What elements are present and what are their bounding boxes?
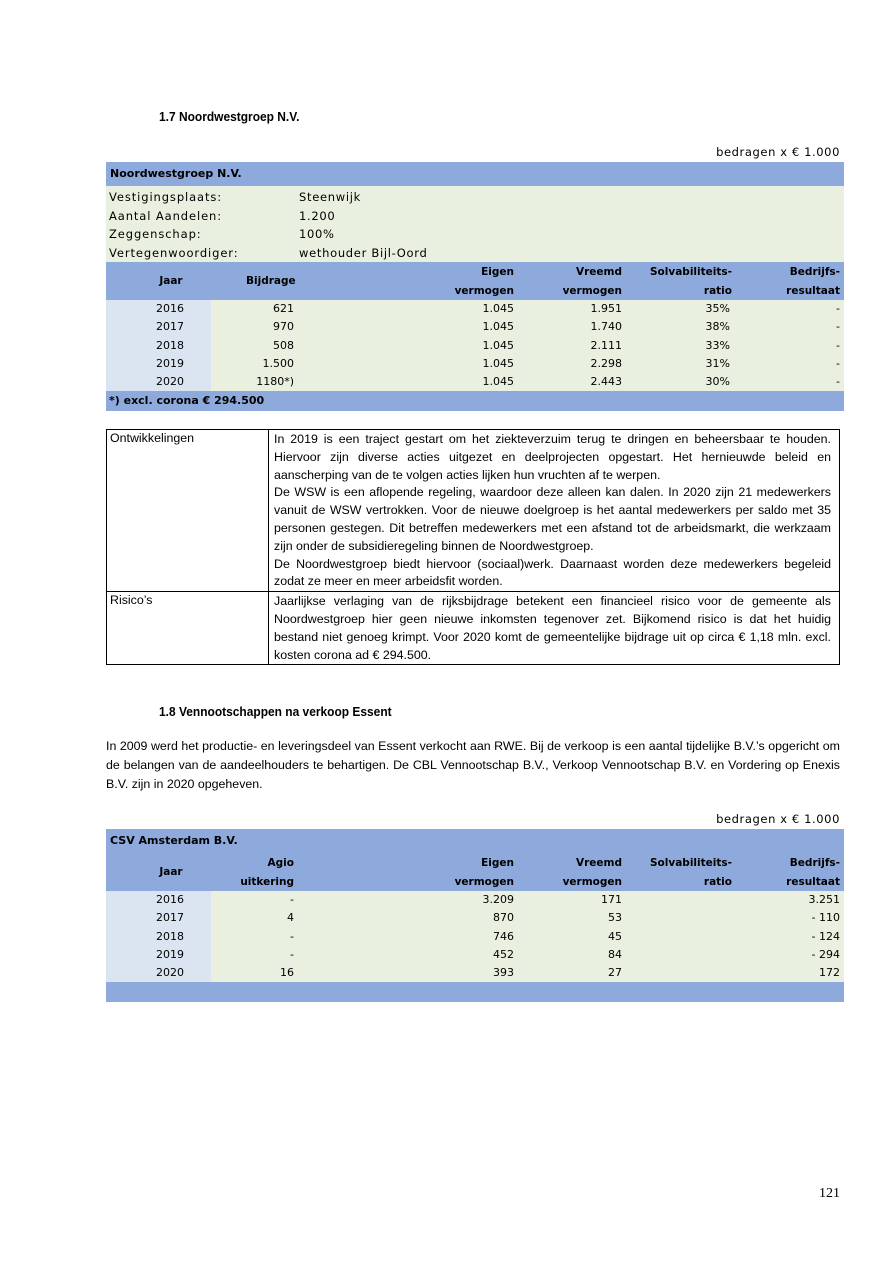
col-header-vreemd-2: vermogen	[562, 285, 622, 297]
paragraph: De WSW is een aflopende regeling, waardoor deze alleen kan dalen. In 2020 zijn 21 medewerkers vanuit de WSW vertrokken. Voor de nieuwe doelgroep is het aantal medewerkers per saldo met 35 personen gestegen. Dit betreffen medewerkers met een afstand tot de arbeidsmarkt, die werkzaam zijn onder de subsidieregeling binnen de Noordwestgroep.	[274, 485, 831, 553]
cell-vreemd: 2.111	[590, 338, 622, 352]
col-header-jaar: Jaar	[159, 866, 183, 878]
unit-note: bedragen x € 1.000	[716, 145, 840, 159]
cell-bijdrage: 508	[273, 338, 294, 352]
col-header-bijdrage: Bijdrage	[246, 275, 296, 287]
col-header-eigen: Eigen	[481, 266, 514, 278]
table-row	[106, 946, 844, 964]
info-value: 1.200	[299, 208, 336, 223]
col-header-eigen: Eigen	[481, 857, 514, 869]
table-header	[106, 262, 844, 300]
ontwikkelingen-label: Ontwikkelingen	[107, 430, 269, 592]
paragraph: Jaarlijkse verlaging van de rijksbijdrage betekent een financieel risico voor de gemeente als Noordwestgroep hier geen nieuwe inkomsten tegenover zet. Bijkomend risico is dat het huidig bestand niet genoeg krimpt. Voor 2020 komt de gemeentelijke bijdrage uit op circa € 1,18 mln. excl. kosten corona ad € 294.500.	[274, 594, 831, 662]
cell-vreemd: 1.740	[590, 320, 622, 334]
col-header-bedrijfsresultaat: Bedrijfs-	[789, 266, 840, 278]
cell-bedrijfsresultaat: -	[836, 320, 840, 334]
paragraph: De Noordwestgroep biedt hiervoor (sociaal)werk. Daarnaast worden deze medewerkers begeleid zodat ze meer en meer arbeidsfit worden.	[274, 556, 831, 589]
cell-solvabiliteit: 30%	[705, 375, 730, 389]
cell-agio: -	[290, 929, 294, 943]
info-value: 100%	[299, 227, 335, 241]
cell-eigen: 3.209	[482, 893, 514, 906]
cell-eigen: 870	[493, 911, 514, 925]
col-header-solvabiliteit: Solvabiliteits-	[650, 266, 732, 278]
ontwikkelingen-text	[269, 430, 840, 592]
cell-vreemd: 45	[608, 929, 622, 943]
info-value: Steenwijk	[299, 190, 362, 204]
col-header-solvabiliteit-2: ratio	[703, 285, 732, 297]
unit-note: bedragen x € 1.000	[716, 812, 840, 826]
cell-eigen: 452	[493, 947, 514, 961]
col-header-vreemd-2: vermogen	[562, 876, 622, 888]
risicos-label: Risico’s	[107, 592, 269, 665]
section-heading-1-7: 1.7 Noordwestgroep N.V.	[159, 109, 300, 124]
table-body	[106, 300, 844, 391]
cell-vreemd: 1.951	[590, 302, 622, 315]
cell-jaar: 2017	[156, 320, 184, 334]
cell-bedrijfsresultaat: -	[836, 356, 840, 370]
cell-vreemd: 2.298	[590, 356, 622, 370]
cell-eigen: 1.045	[482, 338, 514, 352]
table-footnote: *) excl. corona € 294.500	[106, 391, 844, 411]
info-row	[109, 225, 844, 244]
cell-bijdrage: 1.500	[262, 356, 294, 370]
cell-bijdrage: 970	[273, 320, 294, 334]
info-label: Aantal Aandelen:	[109, 208, 223, 223]
cell-jaar: 2019	[156, 356, 184, 370]
cell-bedrijfsresultaat: - 294	[811, 947, 840, 961]
col-header-bedrijfsresultaat: Bedrijfs-	[789, 857, 840, 869]
table-row	[106, 928, 844, 946]
intro-paragraph: In 2009 werd het productie- en leveringsdeel van Essent verkocht aan RWE. Bij de verkoop is een aantal tijdelijke B.V.’s opgericht om de belangen van de aandeelhouders te behartigen. De CBL Vennootschap B.V., Verkoop Vennootschap B.V. en Vordering op Enexis B.V. zijn in 2020 opgeheven.	[106, 739, 840, 791]
cell-vreemd: 2.443	[590, 375, 622, 389]
cell-jaar: 2016	[156, 302, 184, 315]
cell-eigen: 1.045	[482, 320, 514, 334]
info-value: wethouder Bijl-Oord	[299, 245, 428, 260]
table-title: Noordwestgroep N.V.	[106, 162, 844, 186]
table-header	[106, 853, 844, 891]
cell-jaar: 2016	[156, 893, 184, 906]
section-heading-1-8: 1.8 Vennootschappen na verkoop Essent	[159, 704, 392, 719]
cell-eigen: 1.045	[482, 302, 514, 315]
cell-eigen: 393	[493, 966, 514, 980]
info-row	[109, 188, 844, 207]
csv-amsterdam-table	[106, 829, 844, 1002]
cell-solvabiliteit: 31%	[705, 356, 730, 370]
cell-jaar: 2017	[156, 911, 184, 925]
company-info	[106, 186, 844, 262]
cell-jaar: 2020	[156, 966, 184, 980]
cell-vreemd: 27	[608, 966, 622, 980]
table-row	[107, 592, 840, 665]
cell-agio: -	[290, 947, 294, 961]
col-header-vreemd: Vreemd	[575, 857, 622, 869]
cell-agio: -	[290, 893, 294, 906]
col-header-solvabiliteit: Solvabiliteits-	[650, 857, 732, 869]
col-header-agio: Agio	[267, 857, 294, 869]
table-row	[106, 909, 844, 927]
cell-bedrijfsresultaat: 172	[819, 966, 840, 980]
cell-bedrijfsresultaat: -	[836, 375, 840, 389]
cell-vreemd: 53	[608, 911, 622, 925]
risicos-text	[269, 592, 840, 665]
col-header-eigen-2: vermogen	[454, 876, 514, 888]
cell-bijdrage: 1180*)	[256, 375, 294, 389]
cell-solvabiliteit: 35%	[705, 302, 730, 315]
cell-bedrijfsresultaat: - 124	[811, 929, 840, 943]
table-footer-band	[106, 982, 844, 1002]
cell-jaar: 2020	[156, 375, 184, 389]
cell-bedrijfsresultaat: 3.251	[808, 893, 840, 906]
info-label: Zeggenschap:	[109, 227, 202, 241]
table-row	[106, 300, 844, 318]
cell-solvabiliteit: 33%	[705, 338, 730, 352]
table-row	[106, 891, 844, 909]
cell-eigen: 1.045	[482, 356, 514, 370]
cell-bijdrage: 621	[273, 302, 294, 315]
col-header-jaar: Jaar	[159, 275, 183, 287]
cell-eigen: 1.045	[482, 375, 514, 389]
paragraph: In 2019 is een traject gestart om het ziekteverzuim terug te dringen en beheersbaar te houden. Hiervoor zijn diverse acties uitgezet en deelprojecten opgestart. Het hernieuwde beleid en aanscherping van de te volgen acties lijken hun vruchten af te werpen.	[274, 432, 831, 482]
table-row	[106, 373, 844, 391]
noordwestgroep-table	[106, 162, 844, 411]
info-label: Vertegenwoordiger:	[109, 245, 239, 260]
info-row	[109, 244, 844, 263]
info-row	[109, 207, 844, 226]
col-header-bedrijfsresultaat-2: resultaat	[786, 285, 840, 297]
col-header-agio-2: uitkering	[240, 876, 294, 888]
table-body	[106, 891, 844, 982]
page-number: 121	[819, 1186, 840, 1201]
cell-agio: 16	[280, 966, 294, 980]
col-header-bedrijfsresultaat-2: resultaat	[786, 876, 840, 888]
col-header-vreemd: Vreemd	[575, 266, 622, 278]
cell-jaar: 2018	[156, 338, 184, 352]
cell-vreemd: 171	[601, 893, 622, 906]
cell-bedrijfsresultaat: -	[836, 302, 840, 315]
cell-vreemd: 84	[608, 947, 622, 961]
cell-jaar: 2018	[156, 929, 184, 943]
cell-bedrijfsresultaat: - 110	[811, 911, 840, 925]
col-header-solvabiliteit-2: ratio	[703, 876, 732, 888]
table-row	[107, 430, 840, 592]
cell-solvabiliteit: 38%	[705, 320, 730, 334]
table-row	[106, 337, 844, 355]
table-title: CSV Amsterdam B.V.	[106, 829, 844, 853]
table-row	[106, 964, 844, 982]
developments-risks-table	[106, 429, 840, 665]
cell-bedrijfsresultaat: -	[836, 338, 840, 352]
table-row	[106, 355, 844, 373]
cell-eigen: 746	[493, 929, 514, 943]
col-header-eigen-2: vermogen	[454, 285, 514, 297]
table-row	[106, 318, 844, 336]
info-label: Vestigingsplaats:	[109, 190, 223, 204]
cell-jaar: 2019	[156, 947, 184, 961]
cell-agio: 4	[287, 911, 294, 925]
